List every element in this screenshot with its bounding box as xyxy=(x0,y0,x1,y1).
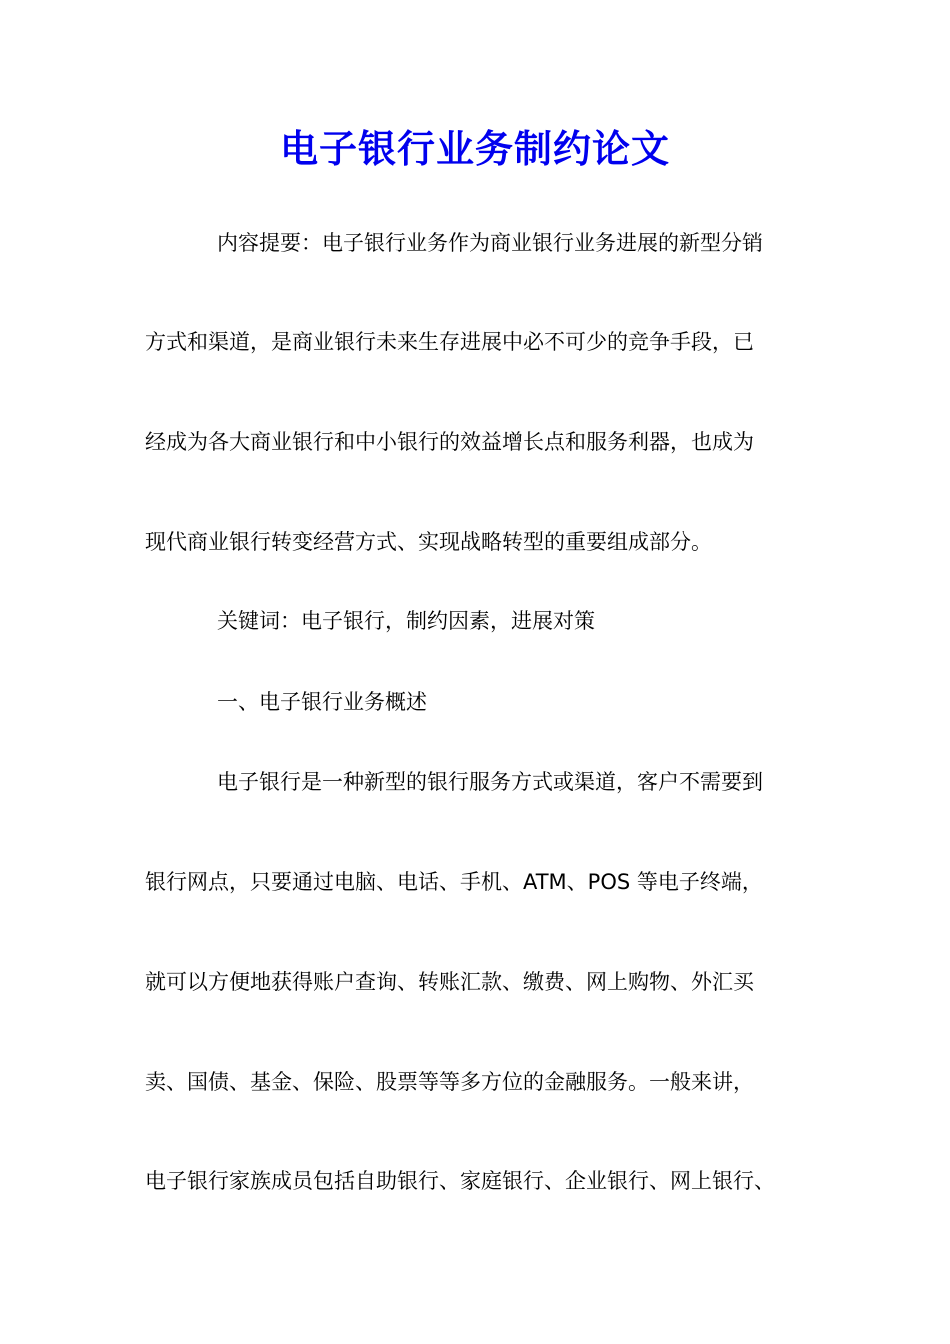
body-line-2: 银行网点，只要通过电脑、电话、手机、ATM、POS 等电子终端， xyxy=(145,870,763,894)
section-heading: 一、电子银行业务概述 xyxy=(217,690,427,714)
abstract-line-2: 方式和渠道，是商业银行未来生存进展中必不可少的竞争手段，已 xyxy=(145,330,754,354)
body-line-3: 就可以方便地获得账户查询、转账汇款、缴费、网上购物、外汇买 xyxy=(145,970,754,994)
abstract-line-4: 现代商业银行转变经营方式、实现战略转型的重要组成部分。 xyxy=(145,530,712,554)
keywords-line: 关键词：电子银行，制约因素，进展对策 xyxy=(217,609,595,633)
body-line-4: 卖、国债、基金、保险、股票等等多方位的金融服务。一般来讲， xyxy=(145,1070,754,1094)
abstract-line-1: 内容提要：电子银行业务作为商业银行业务进展的新型分销 xyxy=(217,231,763,255)
body-line-5: 电子银行家族成员包括自助银行、家庭银行、企业银行、网上银行、 xyxy=(145,1169,775,1193)
abstract-line-3: 经成为各大商业银行和中小银行的效益增长点和服务利器，也成为 xyxy=(145,430,754,454)
body-line-1: 电子银行是一种新型的银行服务方式或渠道，客户不需要到 xyxy=(217,770,763,794)
document-title: 电子银行业务制约论文 xyxy=(279,126,670,171)
